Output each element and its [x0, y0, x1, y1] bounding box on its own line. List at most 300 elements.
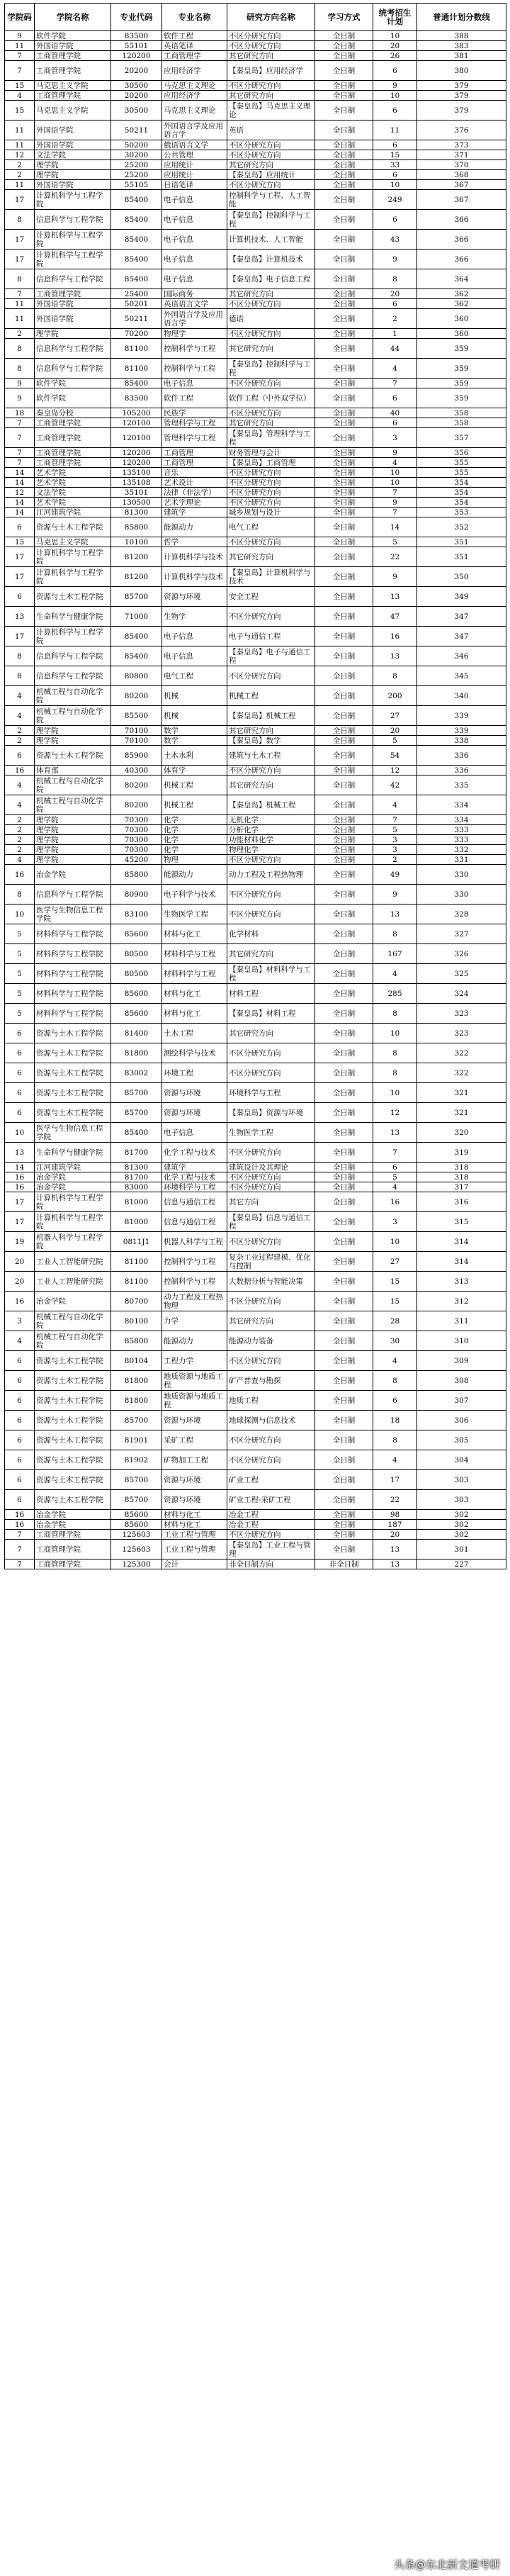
cell-college-name: 工商管理学院 [35, 61, 111, 81]
cell-research-direction: 能源动力装备 [227, 1331, 315, 1351]
cell-college-code: 11 [5, 309, 35, 329]
cell-college-code: 13 [5, 607, 35, 627]
cell-score-line: 305 [417, 1430, 506, 1450]
cell-major-code: 135100 [111, 468, 162, 478]
cell-major-name: 应用经济学 [162, 61, 227, 81]
cell-college-code: 2 [5, 835, 35, 845]
table-row [5, 359, 506, 379]
cell-research-direction: 建筑与土木工程 [227, 746, 315, 766]
cell-college-name: 计算机科学与工程学院 [35, 230, 111, 250]
cell-study-mode: 全日制 [315, 140, 373, 150]
cell-enrollment-plan: 8 [373, 666, 417, 686]
cell-college-code: 17 [5, 627, 35, 646]
cell-college-name: 机器人科学与工程学院 [35, 1232, 111, 1252]
cell-enrollment-plan: 12 [373, 766, 417, 775]
cell-college-code: 2 [5, 160, 35, 170]
cell-score-line: 360 [417, 309, 506, 329]
table-row [5, 1559, 506, 1569]
cell-college-name: 资源与土木工程学院 [35, 1391, 111, 1411]
cell-enrollment-plan: 30 [373, 1331, 417, 1351]
table-row [5, 81, 506, 91]
col-header-college-name: 学院名称 [35, 4, 111, 31]
cell-major-name: 化学工程与技术 [162, 1143, 227, 1163]
cell-enrollment-plan: 7 [373, 1143, 417, 1163]
cell-major-name: 体育学 [162, 766, 227, 775]
cell-score-line: 355 [417, 458, 506, 468]
cell-research-direction: 不区分研究方向 [227, 379, 315, 388]
cell-score-line: 379 [417, 101, 506, 121]
cell-major-name: 机械工程 [162, 775, 227, 795]
table-row [5, 567, 506, 587]
table-row [5, 1490, 506, 1510]
cell-research-direction: 功能材料化学 [227, 835, 315, 845]
cell-major-name: 地质资源与地质工程 [162, 1371, 227, 1391]
table-row [5, 1351, 506, 1371]
table-row [5, 1182, 506, 1192]
cell-score-line: 301 [417, 1540, 506, 1559]
cell-college-code: 19 [5, 1232, 35, 1252]
table-row [5, 339, 506, 359]
cell-college-code: 4 [5, 775, 35, 795]
cell-major-code: 135108 [111, 478, 162, 488]
cell-major-name: 土木工程 [162, 1024, 227, 1043]
cell-score-line: 338 [417, 736, 506, 746]
cell-enrollment-plan: 13 [373, 905, 417, 924]
table-row [5, 1540, 506, 1559]
cell-enrollment-plan: 33 [373, 160, 417, 170]
cell-research-direction: 【秦皇岛】材料工程 [227, 1004, 315, 1024]
table-row [5, 775, 506, 795]
cell-college-code: 17 [5, 230, 35, 250]
cell-score-line: 359 [417, 359, 506, 379]
cell-college-name: 医学与生物信息工程学院 [35, 905, 111, 924]
cell-score-line: 340 [417, 686, 506, 706]
cell-major-code: 120200 [111, 458, 162, 468]
cell-enrollment-plan: 8 [373, 924, 417, 944]
cell-college-code: 4 [5, 686, 35, 706]
cell-score-line: 367 [417, 190, 506, 210]
cell-college-code: 15 [5, 101, 35, 121]
cell-enrollment-plan: 18 [373, 1411, 417, 1430]
cell-college-name: 马克思主义学院 [35, 101, 111, 121]
cell-enrollment-plan: 6 [373, 140, 417, 150]
cell-score-line: 302 [417, 1520, 506, 1530]
cell-major-code: 20200 [111, 91, 162, 101]
table-row [5, 1083, 506, 1103]
cell-enrollment-plan: 12 [373, 1103, 417, 1123]
cell-research-direction: 不区分研究方向 [227, 537, 315, 547]
cell-college-name: 理学院 [35, 815, 111, 825]
cell-major-code: 83000 [111, 1182, 162, 1192]
cell-study-mode: 全日制 [315, 736, 373, 746]
cell-major-name: 工业工程与管理 [162, 1530, 227, 1540]
cell-college-name: 外国语学院 [35, 299, 111, 309]
cell-score-line: 332 [417, 845, 506, 855]
cell-enrollment-plan: 2 [373, 855, 417, 865]
cell-enrollment-plan: 6 [373, 388, 417, 408]
table-row [5, 61, 506, 81]
cell-research-direction: 【秦皇岛】应用经济学 [227, 61, 315, 81]
cell-major-code: 125603 [111, 1530, 162, 1540]
cell-score-line: 347 [417, 627, 506, 646]
cell-college-name: 机械工程与自动化学院 [35, 775, 111, 795]
cell-major-name: 机械 [162, 686, 227, 706]
cell-research-direction: 不区分研究方向 [227, 478, 315, 488]
cell-college-code: 2 [5, 825, 35, 835]
cell-college-name: 材料科学与工程学院 [35, 944, 111, 964]
cell-enrollment-plan: 4 [373, 964, 417, 984]
cell-college-name: 计算机科学与工程学院 [35, 547, 111, 567]
cell-major-code: 70100 [111, 726, 162, 736]
cell-score-line: 311 [417, 1311, 506, 1331]
table-row [5, 795, 506, 815]
cell-study-mode: 全日制 [315, 478, 373, 488]
cell-research-direction: 不区分研究方向 [227, 855, 315, 865]
cell-study-mode: 全日制 [315, 359, 373, 379]
cell-major-name: 电子信息 [162, 269, 227, 289]
cell-score-line: 302 [417, 1530, 506, 1540]
cell-score-line: 317 [417, 1182, 506, 1192]
cell-research-direction: 分析化学 [227, 825, 315, 835]
cell-research-direction: 【秦皇岛】机械工程 [227, 795, 315, 815]
table-row [5, 210, 506, 230]
cell-college-name: 机械工程与自动化学院 [35, 686, 111, 706]
cell-study-mode: 全日制 [315, 1272, 373, 1292]
cell-college-name: 工业人工智能研究院 [35, 1272, 111, 1292]
cell-study-mode: 全日制 [315, 646, 373, 666]
cell-major-code: 50211 [111, 121, 162, 140]
cell-college-name: 计算机科学与工程学院 [35, 190, 111, 210]
col-header-score-line: 普通计划分数线 [417, 4, 506, 31]
cell-major-code: 50200 [111, 140, 162, 150]
cell-score-line: 314 [417, 1252, 506, 1272]
cell-research-direction: 不区分研究方向 [227, 299, 315, 309]
table-row [5, 1063, 506, 1083]
cell-college-code: 17 [5, 1192, 35, 1212]
cell-major-name: 俄语语言文学 [162, 140, 227, 150]
table-row [5, 140, 506, 150]
cell-score-line: 339 [417, 706, 506, 726]
cell-major-code: 85800 [111, 865, 162, 885]
cell-score-line: 322 [417, 1043, 506, 1063]
cell-score-line: 352 [417, 517, 506, 537]
cell-major-code: 81100 [111, 339, 162, 359]
cell-study-mode: 全日制 [315, 547, 373, 567]
table-row [5, 1004, 506, 1024]
cell-study-mode: 全日制 [315, 1490, 373, 1510]
cell-major-code: 83100 [111, 905, 162, 924]
cell-major-code: 81400 [111, 1024, 162, 1043]
cell-enrollment-plan: 6 [373, 210, 417, 230]
cell-major-name: 测绘科学与技术 [162, 1043, 227, 1063]
cell-college-code: 7 [5, 1530, 35, 1540]
cell-college-name: 马克思主义学院 [35, 537, 111, 547]
cell-major-name: 材料科学与工程 [162, 944, 227, 964]
cell-college-code: 4 [5, 706, 35, 726]
cell-major-code: 81300 [111, 1163, 162, 1172]
cell-enrollment-plan: 20 [373, 289, 417, 299]
cell-study-mode: 全日制 [315, 825, 373, 835]
cell-research-direction: 大数据分析与智能决策 [227, 1272, 315, 1292]
cell-college-code: 6 [5, 517, 35, 537]
cell-major-name: 物理学 [162, 329, 227, 339]
table-row [5, 825, 506, 835]
cell-study-mode: 全日制 [315, 488, 373, 498]
cell-study-mode: 全日制 [315, 1292, 373, 1311]
cell-score-line: 379 [417, 81, 506, 91]
cell-college-name: 资源与土木工程学院 [35, 1024, 111, 1043]
cell-college-code: 16 [5, 1182, 35, 1192]
cell-enrollment-plan: 249 [373, 190, 417, 210]
table-row [5, 1430, 506, 1450]
cell-college-code: 6 [5, 1411, 35, 1430]
cell-college-name: 材料科学与工程学院 [35, 964, 111, 984]
cell-study-mode: 全日制 [315, 567, 373, 587]
cell-score-line: 334 [417, 795, 506, 815]
cell-score-line: 227 [417, 1559, 506, 1569]
cell-major-name: 能源动力 [162, 1331, 227, 1351]
cell-major-code: 85600 [111, 984, 162, 1004]
cell-study-mode: 全日制 [315, 1083, 373, 1103]
cell-college-name: 理学院 [35, 329, 111, 339]
table-row [5, 1252, 506, 1272]
cell-research-direction: 财务管理与会计 [227, 448, 315, 458]
cell-college-name: 材料科学与工程学院 [35, 1004, 111, 1024]
cell-major-name: 会计 [162, 1559, 227, 1569]
cell-major-name: 电子信息 [162, 379, 227, 388]
cell-enrollment-plan: 8 [373, 1371, 417, 1391]
cell-major-code: 85600 [111, 1520, 162, 1530]
cell-study-mode: 全日制 [315, 230, 373, 250]
cell-enrollment-plan: 4 [373, 1182, 417, 1192]
cell-college-code: 15 [5, 81, 35, 91]
cell-college-name: 资源与土木工程学院 [35, 1411, 111, 1430]
cell-enrollment-plan: 8 [373, 269, 417, 289]
table-row [5, 905, 506, 924]
cell-major-code: 80104 [111, 1351, 162, 1371]
table-row [5, 250, 506, 269]
cell-enrollment-plan: 20 [373, 1530, 417, 1540]
cell-study-mode: 全日制 [315, 1192, 373, 1212]
cell-college-name: 资源与土木工程学院 [35, 1450, 111, 1470]
cell-enrollment-plan: 9 [373, 498, 417, 508]
cell-score-line: 380 [417, 61, 506, 81]
cell-research-direction: 不区分研究方向 [227, 408, 315, 418]
cell-enrollment-plan: 6 [373, 170, 417, 180]
cell-major-code: 50201 [111, 299, 162, 309]
cell-college-name: 生命科学与健康学院 [35, 1143, 111, 1163]
cell-major-name: 英语语言文学 [162, 299, 227, 309]
cell-college-code: 8 [5, 210, 35, 230]
cell-college-name: 工商管理学院 [35, 289, 111, 299]
cell-research-direction: 不区分研究方向 [227, 488, 315, 498]
cell-research-direction: 安全工程 [227, 587, 315, 607]
cell-college-name: 工商管理学院 [35, 448, 111, 458]
cell-major-code: 120100 [111, 418, 162, 428]
cell-major-code: 20200 [111, 61, 162, 81]
cell-score-line: 353 [417, 508, 506, 517]
cell-score-line: 383 [417, 41, 506, 51]
cell-enrollment-plan: 10 [373, 91, 417, 101]
cell-score-line: 345 [417, 666, 506, 686]
cell-research-direction: 【秦皇岛】控制科学与工程 [227, 359, 315, 379]
cell-study-mode: 全日制 [315, 746, 373, 766]
cell-enrollment-plan: 22 [373, 547, 417, 567]
cell-research-direction: 【秦皇岛】应用统计 [227, 170, 315, 180]
cell-enrollment-plan: 5 [373, 825, 417, 835]
table-row [5, 408, 506, 418]
cell-college-code: 6 [5, 1103, 35, 1123]
cell-major-code: 81800 [111, 1043, 162, 1063]
cell-major-name: 资源与环境 [162, 1470, 227, 1490]
cell-research-direction: 生物医学工程 [227, 1123, 315, 1143]
cell-enrollment-plan: 8 [373, 1430, 417, 1450]
cell-major-code: 81902 [111, 1450, 162, 1470]
cell-major-name: 软件工程 [162, 388, 227, 408]
cell-college-name: 资源与土木工程学院 [35, 1043, 111, 1063]
cell-college-code: 16 [5, 865, 35, 885]
cell-research-direction: 不区分研究方向 [227, 1450, 315, 1470]
cell-enrollment-plan: 5 [373, 736, 417, 746]
cell-college-code: 17 [5, 190, 35, 210]
cell-research-direction: 【秦皇岛】管理科学与工程 [227, 428, 315, 448]
cell-enrollment-plan: 4 [373, 1450, 417, 1470]
cell-study-mode: 全日制 [315, 498, 373, 508]
cell-score-line: 373 [417, 140, 506, 150]
cell-score-line: 346 [417, 646, 506, 666]
cell-enrollment-plan: 40 [373, 408, 417, 418]
cell-college-name: 外国语学院 [35, 180, 111, 190]
cell-score-line: 316 [417, 1192, 506, 1212]
cell-major-name: 资源与环境 [162, 587, 227, 607]
table-row [5, 706, 506, 726]
table-row [5, 1163, 506, 1172]
cell-score-line: 325 [417, 964, 506, 984]
cell-research-direction: 其它研究方向 [227, 726, 315, 736]
cell-college-code: 7 [5, 418, 35, 428]
cell-college-code: 2 [5, 815, 35, 825]
cell-study-mode: 全日制 [315, 41, 373, 51]
cell-enrollment-plan: 6 [373, 101, 417, 121]
cell-major-name: 公共管理 [162, 150, 227, 160]
cell-study-mode: 全日制 [315, 1212, 373, 1232]
cell-score-line: 313 [417, 1272, 506, 1292]
cell-college-name: 信息科学与工程学院 [35, 269, 111, 289]
cell-study-mode: 全日制 [315, 458, 373, 468]
cell-research-direction: 地质工程 [227, 1391, 315, 1411]
cell-college-code: 17 [5, 567, 35, 587]
cell-study-mode: 全日制 [315, 210, 373, 230]
cell-research-direction: 【秦皇岛】信息与通信工程 [227, 1212, 315, 1232]
cell-enrollment-plan: 16 [373, 1192, 417, 1212]
cell-score-line: 388 [417, 31, 506, 41]
cell-major-code: 80800 [111, 666, 162, 686]
table-row [5, 1530, 506, 1540]
cell-enrollment-plan: 5 [373, 537, 417, 547]
cell-major-name: 控制科学与工程 [162, 339, 227, 359]
cell-major-name: 化学 [162, 835, 227, 845]
cell-college-name: 生命科学与健康学院 [35, 607, 111, 627]
cell-score-line: 364 [417, 269, 506, 289]
cell-enrollment-plan: 10 [373, 1083, 417, 1103]
cell-study-mode: 全日制 [315, 170, 373, 180]
cell-major-code: 81200 [111, 547, 162, 567]
cell-score-line: 355 [417, 468, 506, 478]
cell-college-name: 资源与土木工程学院 [35, 1063, 111, 1083]
cell-score-line: 321 [417, 1103, 506, 1123]
cell-research-direction: 【秦皇岛】计算机科学与技术 [227, 567, 315, 587]
cell-college-code: 6 [5, 1083, 35, 1103]
cell-enrollment-plan: 47 [373, 607, 417, 627]
table-row [5, 448, 506, 458]
cell-study-mode: 全日制 [315, 1172, 373, 1182]
cell-college-code: 6 [5, 1490, 35, 1510]
cell-research-direction: 不区分研究方向 [227, 1172, 315, 1182]
cell-college-code: 6 [5, 1450, 35, 1470]
table-row [5, 1212, 506, 1232]
cell-score-line: 362 [417, 289, 506, 299]
cell-research-direction: 其它研究方向 [227, 51, 315, 61]
cell-score-line: 359 [417, 339, 506, 359]
cell-major-code: 30500 [111, 101, 162, 121]
admission-score-table [4, 3, 506, 1569]
cell-score-line: 314 [417, 1232, 506, 1252]
cell-score-line: 319 [417, 1143, 506, 1163]
table-row [5, 517, 506, 537]
cell-major-name: 工商管理 [162, 458, 227, 468]
cell-study-mode: 全日制 [315, 944, 373, 964]
cell-major-code: 81700 [111, 1172, 162, 1182]
cell-college-code: 10 [5, 905, 35, 924]
cell-college-code: 9 [5, 31, 35, 41]
cell-major-code: 30500 [111, 81, 162, 91]
cell-major-name: 管理科学与工程 [162, 428, 227, 448]
cell-college-code: 6 [5, 1024, 35, 1043]
cell-enrollment-plan: 27 [373, 1252, 417, 1272]
cell-college-name: 理学院 [35, 160, 111, 170]
cell-score-line: 334 [417, 815, 506, 825]
cell-major-code: 81800 [111, 1371, 162, 1391]
cell-enrollment-plan: 8 [373, 1043, 417, 1063]
cell-major-code: 35101 [111, 488, 162, 498]
cell-college-name: 材料科学与工程学院 [35, 984, 111, 1004]
cell-study-mode: 全日制 [315, 1252, 373, 1272]
cell-score-line: 303 [417, 1470, 506, 1490]
col-header-college-code: 学院码 [5, 4, 35, 31]
cell-college-name: 工商管理学院 [35, 91, 111, 101]
cell-enrollment-plan: 200 [373, 686, 417, 706]
cell-study-mode: 全日制 [315, 835, 373, 845]
cell-score-line: 307 [417, 1391, 506, 1411]
cell-enrollment-plan: 8 [373, 1063, 417, 1083]
cell-major-code: 25200 [111, 170, 162, 180]
table-header-row [5, 4, 506, 31]
cell-study-mode: 全日制 [315, 924, 373, 944]
cell-research-direction: 不区分研究方向 [227, 1430, 315, 1450]
cell-research-direction: 【秦皇岛】资源与环境 [227, 1103, 315, 1123]
cell-research-direction: 英语 [227, 121, 315, 140]
cell-college-code: 7 [5, 289, 35, 299]
cell-college-name: 理学院 [35, 726, 111, 736]
table-row [5, 1450, 506, 1470]
cell-major-name: 信息与通信工程 [162, 1212, 227, 1232]
cell-college-name: 冶金学院 [35, 1520, 111, 1530]
cell-score-line: 366 [417, 230, 506, 250]
cell-college-code: 8 [5, 269, 35, 289]
cell-college-code: 6 [5, 1391, 35, 1411]
cell-major-name: 资源与环境 [162, 1411, 227, 1430]
table-row [5, 488, 506, 498]
